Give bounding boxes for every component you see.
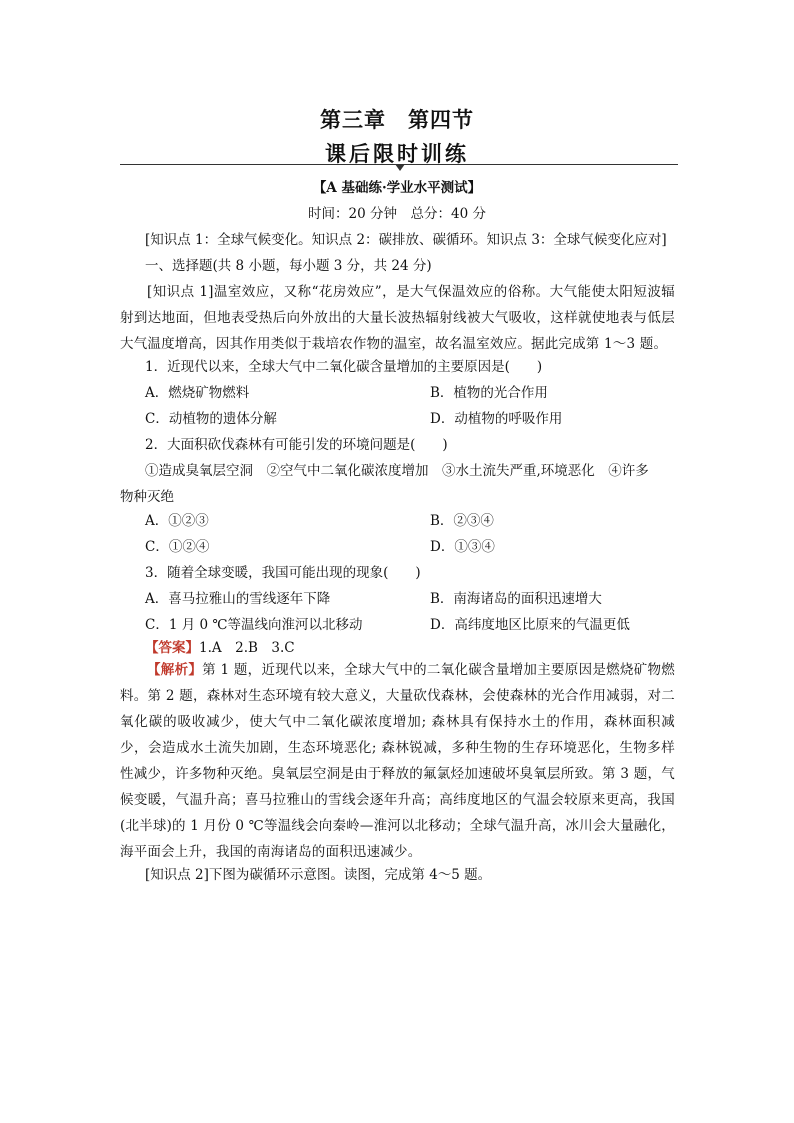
divider-arrow-icon [395, 164, 405, 171]
question-2-items-line1: ①造成臭氧层空洞 ②空气中二氧化碳浓度增加 ③水土流失严重,环境恶化 ④许多 [145, 463, 649, 479]
section-label: 【A 基础练·学业水平测试】 [312, 180, 482, 196]
question-3-option-a: A．喜马拉雅山的雪线逐年下降 [145, 591, 331, 607]
chapter-title: 第三章 第四节 [320, 107, 474, 132]
analysis-label: 【解析】 [147, 662, 203, 678]
analysis-paragraph [120, 657, 675, 865]
question-2-option-c: C．①②④ [145, 539, 210, 555]
question-3-option-c: C．1 月 0 ℃等温线向淮河以北移动 [145, 617, 363, 633]
question-3-stem: 3．随着全球变暖，我国可能出现的现象( ) [145, 565, 421, 581]
question-2-items-line2: 物种灭绝 [120, 489, 174, 505]
page-title: 课后限时训练 [325, 141, 469, 166]
analysis-text: 第 1 题，近现代以来，全球大气中的二氧化碳含量增加主要原因是燃烧矿物燃料。第 2 题，森林对生态环境有较大意义，大量砍伐森林，会使森林的光合作用减弱，对二氧化碳的吸收减少，使大气中二氧化碳浓度增加; 森林具有保持水土的作用，森林面积减少，会造成水土流失加剧，生态环境恶化; 森林锐减，多种生物的生存环境恶化，生物多样性减少，许多物种灭绝。臭氧层空洞是由于释放的氟氯烃加速破坏臭氧层所致。第 3 题，气候变暖，气温升高；喜马拉雅山的雪线会逐年升高；高纬度地区的气温会较原来更高，我国(北半球)的 1 月份 0 ℃等温线会向秦岭—淮河以北移动；全球气温升高，冰川会大量融化，海平面会上升，我国的南海诸岛的面积迅速减少。 [120, 662, 675, 860]
question-1-option-a: A．燃烧矿物燃料 [145, 385, 250, 401]
question-3-option-b: B．南海诸岛的面积迅速增大 [430, 591, 602, 607]
passage-1: [知识点 1]温室效应，又称“花房效应”，是大气保温效应的俗称。大气能使太阳短波辐射到达地面，但地表受热后向外放出的大量长波热辐射线被大气吸收，这样就使地表与低层大气温度增高，因其作用类似于栽培农作物的温室，故名温室效应。据此完成第 1～3 题。 [120, 284, 675, 352]
question-2-option-d: D．①③④ [430, 539, 495, 555]
question-1-option-d: D．动植物的呼吸作用 [430, 411, 563, 427]
part-heading: 一、选择题(共 8 小题，每小题 3 分，共 24 分) [145, 258, 432, 274]
question-2-stem: 2．大面积砍伐森林有可能引发的环境问题是( ) [145, 437, 448, 453]
question-1-stem: 1．近现代以来，全球大气中二氧化碳含量增加的主要原因是( ) [145, 359, 543, 375]
answer-text: 1.A 2.B 3.C [199, 640, 295, 656]
answer-line [145, 639, 295, 657]
knowledge-points: [知识点 1：全球气候变化。知识点 2：碳排放、碳循环。知识点 3：全球气候变化应对] [145, 232, 667, 248]
question-2-option-b: B．②③④ [430, 513, 494, 529]
question-2-option-a: A．①②③ [145, 513, 209, 529]
answer-label: 【答案】 [145, 640, 199, 656]
question-1-option-b: B．植物的光合作用 [430, 385, 548, 401]
question-1-option-c: C．动植物的遗体分解 [145, 411, 277, 427]
time-info: 时间：20 分钟 总分：40 分 [308, 206, 486, 222]
question-3-option-d: D．高纬度地区比原来的气温更低 [430, 617, 630, 633]
passage-2: [知识点 2]下图为碳循环示意图。读图，完成第 4～5 题。 [145, 867, 492, 883]
